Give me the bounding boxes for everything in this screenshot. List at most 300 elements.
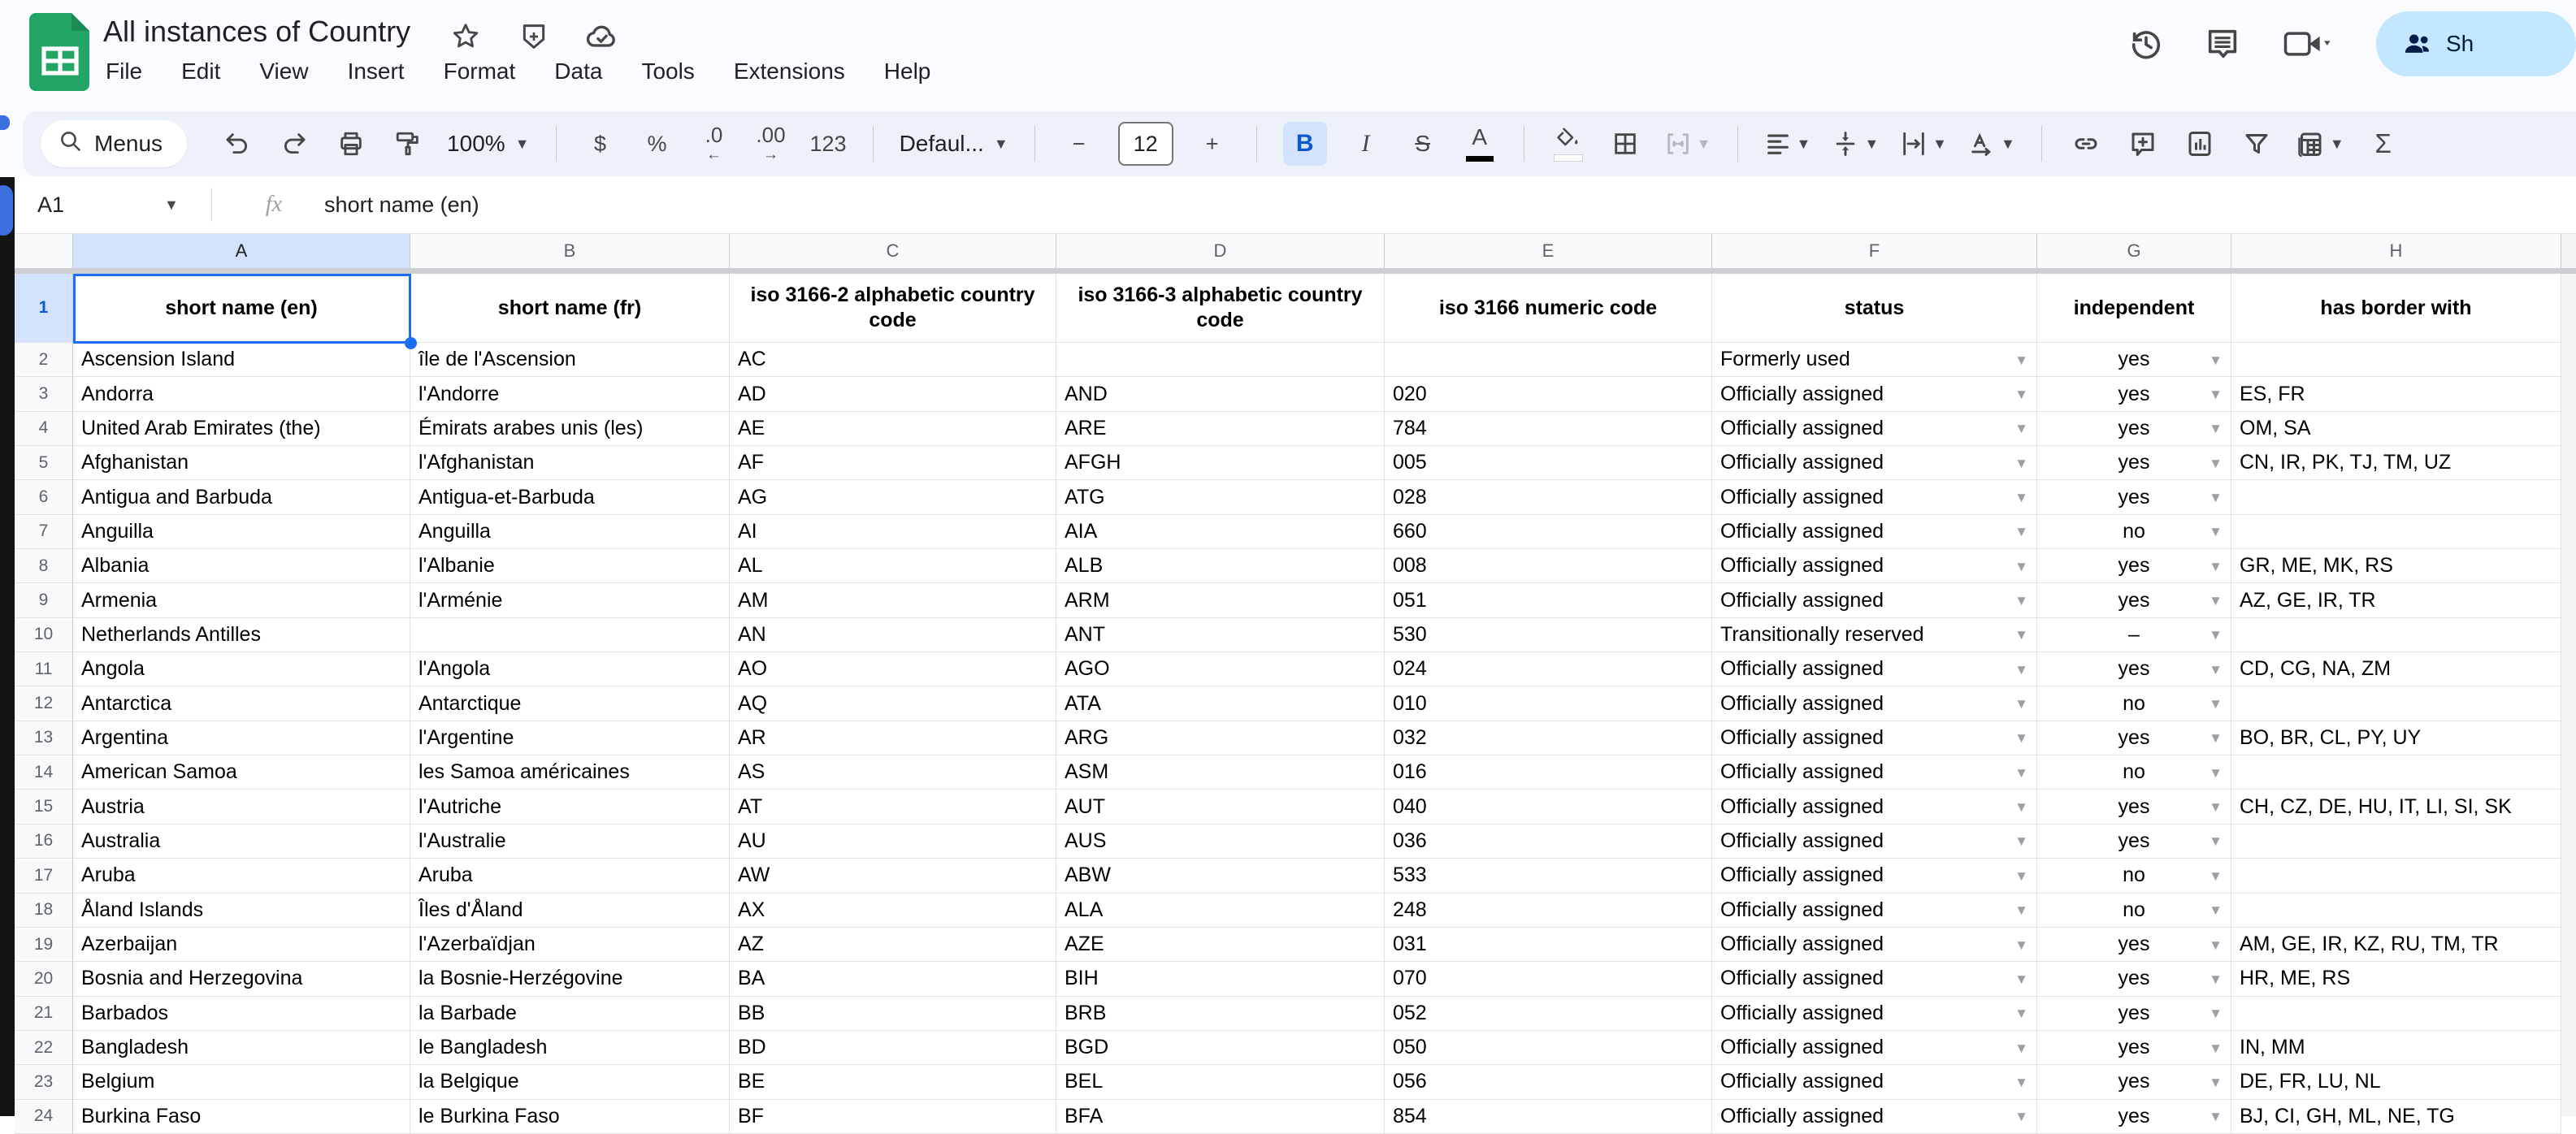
cell-F16[interactable]	[1712, 825, 2037, 859]
cell-G11[interactable]	[2037, 652, 2231, 686]
decrease-decimal-button[interactable]: .0 ←	[705, 122, 723, 164]
column-header-C[interactable]: C	[730, 234, 1056, 268]
dropdown-caret-icon[interactable]: ▼	[2014, 386, 2028, 402]
version-history-icon[interactable]	[2129, 27, 2163, 61]
cell-G6[interactable]	[2037, 480, 2231, 514]
dropdown-caret-icon[interactable]: ▼	[2209, 937, 2223, 953]
dropdown-caret-icon[interactable]: ▼	[2209, 971, 2223, 987]
zoom-select[interactable]: 100% ▼	[447, 131, 530, 156]
dropdown-caret-icon[interactable]: ▼	[2209, 799, 2223, 815]
row-header-22[interactable]: 22	[15, 1031, 73, 1065]
increase-decimal-button[interactable]: .00 →	[756, 122, 786, 164]
dropdown-caret-icon[interactable]: ▼	[2209, 695, 2223, 712]
cell-D7[interactable]	[1056, 515, 1385, 549]
cell-B1[interactable]	[410, 274, 730, 343]
cell-C18[interactable]	[730, 894, 1056, 928]
fill-color-button[interactable]	[1550, 121, 1586, 167]
cell-B13[interactable]	[410, 721, 730, 755]
cell-D1[interactable]	[1056, 274, 1385, 343]
star-icon[interactable]	[449, 19, 483, 54]
edge-panel-handle[interactable]	[0, 185, 13, 236]
cell-C16[interactable]	[730, 825, 1056, 859]
cell-B15[interactable]	[410, 790, 730, 824]
cell-D5[interactable]	[1056, 446, 1385, 480]
insert-comment-button[interactable]	[2125, 121, 2161, 167]
cell-F17[interactable]	[1712, 859, 2037, 893]
cell-G22[interactable]	[2037, 1031, 2231, 1065]
cell-G7[interactable]	[2037, 515, 2231, 549]
cell-B10[interactable]	[410, 618, 730, 652]
cell-A10[interactable]	[73, 618, 410, 652]
row-header-11[interactable]: 11	[15, 652, 73, 686]
menu-help[interactable]: Help	[883, 58, 931, 84]
dropdown-caret-icon[interactable]: ▼	[2014, 1006, 2028, 1022]
cell-B9[interactable]	[410, 583, 730, 617]
cell-H16[interactable]	[2231, 825, 2561, 859]
cell-H9[interactable]	[2231, 583, 2561, 617]
dropdown-caret-icon[interactable]: ▼	[2209, 868, 2223, 884]
cell-D14[interactable]	[1056, 755, 1385, 790]
cell-A5[interactable]	[73, 446, 410, 480]
cell-A24[interactable]	[73, 1100, 410, 1134]
name-box[interactable]: A1	[37, 192, 65, 217]
functions-button[interactable]: Σ	[2374, 128, 2392, 158]
cell-D20[interactable]	[1056, 962, 1385, 996]
fill-handle[interactable]	[405, 337, 417, 349]
cell-E1[interactable]	[1385, 274, 1712, 343]
cell-E21[interactable]	[1385, 997, 1712, 1031]
row-header-14[interactable]: 14	[15, 755, 73, 790]
cell-F12[interactable]	[1712, 686, 2037, 721]
cell-H1[interactable]	[2231, 274, 2561, 343]
cell-C10[interactable]	[730, 618, 1056, 652]
dropdown-caret-icon[interactable]: ▼	[2014, 902, 2028, 918]
cell-E22[interactable]	[1385, 1031, 1712, 1065]
cell-E13[interactable]	[1385, 721, 1712, 755]
cell-G1[interactable]	[2037, 274, 2231, 343]
menu-file[interactable]: File	[106, 58, 143, 84]
cell-C1[interactable]	[730, 274, 1056, 343]
cloud-status-icon[interactable]	[585, 19, 619, 54]
cell-F11[interactable]	[1712, 652, 2037, 686]
cell-C21[interactable]	[730, 997, 1056, 1031]
cell-A12[interactable]	[73, 686, 410, 721]
row-header-19[interactable]: 19	[15, 928, 73, 962]
cell-G12[interactable]	[2037, 686, 2231, 721]
cell-D3[interactable]	[1056, 377, 1385, 411]
cell-C15[interactable]	[730, 790, 1056, 824]
menu-format[interactable]: Format	[443, 58, 516, 84]
menu-insert[interactable]: Insert	[347, 58, 405, 84]
cell-F21[interactable]	[1712, 997, 2037, 1031]
row-header-10[interactable]: 10	[15, 618, 73, 652]
undo-button[interactable]	[219, 121, 255, 167]
cell-E15[interactable]	[1385, 790, 1712, 824]
cell-C4[interactable]	[730, 412, 1056, 446]
column-header-E[interactable]: E	[1385, 234, 1712, 268]
cell-F4[interactable]	[1712, 412, 2037, 446]
cell-H22[interactable]	[2231, 1031, 2561, 1065]
print-button[interactable]	[333, 121, 369, 167]
cell-F10[interactable]	[1712, 618, 2037, 652]
cell-H4[interactable]	[2231, 412, 2561, 446]
format-currency-button[interactable]: $	[593, 131, 607, 156]
menu-tools[interactable]: Tools	[641, 58, 695, 84]
dropdown-caret-icon[interactable]: ▼	[2209, 661, 2223, 677]
dropdown-caret-icon[interactable]: ▼	[2014, 868, 2028, 884]
row-header-16[interactable]: 16	[15, 825, 73, 859]
cell-D17[interactable]	[1056, 859, 1385, 893]
cell-B17[interactable]	[410, 859, 730, 893]
text-color-button[interactable]: A	[1462, 121, 1498, 167]
cell-D6[interactable]	[1056, 480, 1385, 514]
cell-B3[interactable]	[410, 377, 730, 411]
dropdown-caret-icon[interactable]: ▼	[2209, 386, 2223, 402]
cell-C17[interactable]	[730, 859, 1056, 893]
cell-H19[interactable]	[2231, 928, 2561, 962]
cell-B21[interactable]	[410, 997, 730, 1031]
comment-history-icon[interactable]	[2205, 27, 2240, 61]
cell-E11[interactable]	[1385, 652, 1712, 686]
cell-E14[interactable]	[1385, 755, 1712, 790]
cell-G10[interactable]	[2037, 618, 2231, 652]
borders-button[interactable]	[1607, 121, 1643, 167]
cell-B23[interactable]	[410, 1065, 730, 1099]
cell-A23[interactable]	[73, 1065, 410, 1099]
cell-D23[interactable]	[1056, 1065, 1385, 1099]
cell-B4[interactable]	[410, 412, 730, 446]
cell-E10[interactable]	[1385, 618, 1712, 652]
font-size-input[interactable]: 12	[1118, 122, 1173, 166]
cell-H12[interactable]	[2231, 686, 2561, 721]
cell-F7[interactable]	[1712, 515, 2037, 549]
cell-C6[interactable]	[730, 480, 1056, 514]
cell-G17[interactable]	[2037, 859, 2231, 893]
dropdown-caret-icon[interactable]: ▼	[2209, 1006, 2223, 1022]
cell-H21[interactable]	[2231, 997, 2561, 1031]
name-box-caret-icon[interactable]: ▼	[164, 197, 179, 213]
cell-D11[interactable]	[1056, 652, 1385, 686]
cell-D19[interactable]	[1056, 928, 1385, 962]
redo-button[interactable]	[276, 121, 312, 167]
cell-A8[interactable]	[73, 549, 410, 583]
cell-G20[interactable]	[2037, 962, 2231, 996]
row-header-1[interactable]: 1	[15, 274, 73, 343]
cell-B16[interactable]	[410, 825, 730, 859]
cell-F6[interactable]	[1712, 480, 2037, 514]
cell-H15[interactable]	[2231, 790, 2561, 824]
cell-C3[interactable]	[730, 377, 1056, 411]
cell-G8[interactable]	[2037, 549, 2231, 583]
document-title[interactable]: All instances of Country	[103, 15, 411, 48]
text-wrap-button[interactable]: ▼	[1900, 121, 1947, 167]
share-button[interactable]	[2376, 11, 2576, 76]
cell-C23[interactable]	[730, 1065, 1056, 1099]
cell-H13[interactable]	[2231, 721, 2561, 755]
cell-C22[interactable]	[730, 1031, 1056, 1065]
cell-E2[interactable]	[1385, 343, 1712, 377]
dropdown-caret-icon[interactable]: ▼	[2014, 455, 2028, 471]
cell-F1[interactable]	[1712, 274, 2037, 343]
cell-C2[interactable]	[730, 343, 1056, 377]
cell-E16[interactable]	[1385, 825, 1712, 859]
cell-D10[interactable]	[1056, 618, 1385, 652]
frozen-row-divider[interactable]	[15, 268, 2576, 274]
row-header-4[interactable]: 4	[15, 412, 73, 446]
cell-H20[interactable]	[2231, 962, 2561, 996]
cell-A14[interactable]	[73, 755, 410, 790]
column-header-H[interactable]: H	[2231, 234, 2561, 268]
cell-F9[interactable]	[1712, 583, 2037, 617]
cell-B18[interactable]	[410, 894, 730, 928]
cell-H11[interactable]	[2231, 652, 2561, 686]
cell-F3[interactable]	[1712, 377, 2037, 411]
row-header-23[interactable]: 23	[15, 1065, 73, 1099]
dropdown-caret-icon[interactable]: ▼	[2209, 627, 2223, 643]
cell-F19[interactable]	[1712, 928, 2037, 962]
row-header-3[interactable]: 3	[15, 377, 73, 411]
cell-H6[interactable]	[2231, 480, 2561, 514]
column-header-B[interactable]: B	[410, 234, 730, 268]
column-header-F[interactable]: F	[1712, 234, 2037, 268]
dropdown-caret-icon[interactable]: ▼	[2014, 971, 2028, 987]
cell-H8[interactable]	[2231, 549, 2561, 583]
dropdown-caret-icon[interactable]: ▼	[2014, 764, 2028, 781]
dropdown-caret-icon[interactable]: ▼	[2209, 764, 2223, 781]
cell-H17[interactable]	[2231, 859, 2561, 893]
menu-edit[interactable]: Edit	[181, 58, 221, 84]
cell-E23[interactable]	[1385, 1065, 1712, 1099]
cell-B20[interactable]	[410, 962, 730, 996]
vertical-align-button[interactable]: ▼	[1832, 121, 1879, 167]
dropdown-caret-icon[interactable]: ▼	[2209, 1109, 2223, 1125]
cell-H24[interactable]	[2231, 1100, 2561, 1134]
cell-A18[interactable]	[73, 894, 410, 928]
cell-G19[interactable]	[2037, 928, 2231, 962]
cell-C24[interactable]	[730, 1100, 1056, 1134]
cell-B19[interactable]	[410, 928, 730, 962]
cell-C12[interactable]	[730, 686, 1056, 721]
format-percent-button[interactable]: %	[647, 131, 667, 156]
cell-A3[interactable]	[73, 377, 410, 411]
cell-H18[interactable]	[2231, 894, 2561, 928]
cell-H23[interactable]	[2231, 1065, 2561, 1099]
cell-G15[interactable]	[2037, 790, 2231, 824]
dropdown-caret-icon[interactable]: ▼	[2209, 1040, 2223, 1056]
column-header-D[interactable]: D	[1056, 234, 1385, 268]
cell-A11[interactable]	[73, 652, 410, 686]
dropdown-caret-icon[interactable]: ▼	[2014, 937, 2028, 953]
cell-E5[interactable]	[1385, 446, 1712, 480]
cell-A21[interactable]	[73, 997, 410, 1031]
paint-format-button[interactable]	[390, 121, 426, 167]
cell-A19[interactable]	[73, 928, 410, 962]
cell-G23[interactable]	[2037, 1065, 2231, 1099]
cell-G2[interactable]	[2037, 343, 2231, 377]
row-header-12[interactable]: 12	[15, 686, 73, 721]
create-filter-button[interactable]	[2239, 121, 2275, 167]
dropdown-caret-icon[interactable]: ▼	[2209, 558, 2223, 574]
dropdown-caret-icon[interactable]: ▼	[2014, 489, 2028, 505]
cell-A4[interactable]	[73, 412, 410, 446]
dropdown-caret-icon[interactable]: ▼	[2014, 799, 2028, 815]
dropdown-caret-icon[interactable]: ▼	[2014, 1074, 2028, 1090]
cell-H3[interactable]	[2231, 377, 2561, 411]
cell-F2[interactable]	[1712, 343, 2037, 377]
cell-B7[interactable]	[410, 515, 730, 549]
cell-H7[interactable]	[2231, 515, 2561, 549]
cell-G9[interactable]	[2037, 583, 2231, 617]
cell-H14[interactable]	[2231, 755, 2561, 790]
row-header-7[interactable]: 7	[15, 515, 73, 549]
cell-A16[interactable]	[73, 825, 410, 859]
row-header-20[interactable]: 20	[15, 962, 73, 996]
cell-E24[interactable]	[1385, 1100, 1712, 1134]
cell-D24[interactable]	[1056, 1100, 1385, 1134]
row-header-13[interactable]: 13	[15, 721, 73, 755]
cell-E3[interactable]	[1385, 377, 1712, 411]
increase-font-size-button[interactable]: +	[1205, 131, 1219, 156]
cell-A2[interactable]	[73, 343, 410, 377]
cell-G13[interactable]	[2037, 721, 2231, 755]
cell-C14[interactable]	[730, 755, 1056, 790]
cell-D4[interactable]	[1056, 412, 1385, 446]
dropdown-caret-icon[interactable]: ▼	[2014, 1109, 2028, 1125]
cell-B2[interactable]	[410, 343, 730, 377]
row-header-24[interactable]: 24	[15, 1100, 73, 1134]
row-header-15[interactable]: 15	[15, 790, 73, 824]
dropdown-caret-icon[interactable]: ▼	[2014, 833, 2028, 850]
cell-E19[interactable]	[1385, 928, 1712, 962]
strikethrough-button[interactable]: S	[1415, 131, 1431, 156]
cell-G14[interactable]	[2037, 755, 2231, 790]
row-header-6[interactable]: 6	[15, 480, 73, 514]
cell-B12[interactable]	[410, 686, 730, 721]
cell-A20[interactable]	[73, 962, 410, 996]
meet-video-icon[interactable]	[2282, 27, 2334, 61]
cell-E17[interactable]	[1385, 859, 1712, 893]
cell-A13[interactable]	[73, 721, 410, 755]
cell-B24[interactable]	[410, 1100, 730, 1134]
cell-G3[interactable]	[2037, 377, 2231, 411]
cell-B14[interactable]	[410, 755, 730, 790]
cell-C11[interactable]	[730, 652, 1056, 686]
dropdown-caret-icon[interactable]: ▼	[2014, 1040, 2028, 1056]
cell-C19[interactable]	[730, 928, 1056, 962]
cell-F14[interactable]	[1712, 755, 2037, 790]
sheets-logo-icon[interactable]	[31, 13, 89, 91]
row-header-8[interactable]: 8	[15, 549, 73, 583]
dropdown-caret-icon[interactable]: ▼	[2209, 421, 2223, 437]
cell-B6[interactable]	[410, 480, 730, 514]
dropdown-caret-icon[interactable]: ▼	[2209, 833, 2223, 850]
font-family-select[interactable]: Defaul... ▼	[899, 131, 1008, 156]
cell-F22[interactable]	[1712, 1031, 2037, 1065]
cell-E18[interactable]	[1385, 894, 1712, 928]
cell-D22[interactable]	[1056, 1031, 1385, 1065]
cell-A15[interactable]	[73, 790, 410, 824]
cell-F15[interactable]	[1712, 790, 2037, 824]
cell-G18[interactable]	[2037, 894, 2231, 928]
dropdown-caret-icon[interactable]: ▼	[2014, 524, 2028, 540]
dropdown-caret-icon[interactable]: ▼	[2209, 592, 2223, 608]
cell-F23[interactable]	[1712, 1065, 2037, 1099]
cell-F24[interactable]	[1712, 1100, 2037, 1134]
dropdown-caret-icon[interactable]: ▼	[2209, 524, 2223, 540]
dropdown-caret-icon[interactable]: ▼	[2209, 489, 2223, 505]
menu-extensions[interactable]: Extensions	[733, 58, 845, 84]
cell-E9[interactable]	[1385, 583, 1712, 617]
column-header-A[interactable]: A	[73, 234, 410, 268]
table-tools-button[interactable]: ▼	[2296, 121, 2344, 167]
dropdown-caret-icon[interactable]: ▼	[2014, 627, 2028, 643]
dropdown-caret-icon[interactable]: ▼	[2014, 592, 2028, 608]
dropdown-caret-icon[interactable]: ▼	[2209, 1074, 2223, 1090]
cell-D9[interactable]	[1056, 583, 1385, 617]
dropdown-caret-icon[interactable]: ▼	[2014, 421, 2028, 437]
cell-D13[interactable]	[1056, 721, 1385, 755]
cell-F18[interactable]	[1712, 894, 2037, 928]
cell-F20[interactable]	[1712, 962, 2037, 996]
cell-E12[interactable]	[1385, 686, 1712, 721]
menu-view[interactable]: View	[259, 58, 309, 84]
cell-B8[interactable]	[410, 549, 730, 583]
cell-B11[interactable]	[410, 652, 730, 686]
menu-data[interactable]: Data	[554, 58, 603, 84]
italic-button[interactable]: I	[1361, 130, 1370, 157]
row-header-18[interactable]: 18	[15, 894, 73, 928]
cell-E20[interactable]	[1385, 962, 1712, 996]
insert-chart-button[interactable]	[2182, 121, 2218, 167]
row-header-17[interactable]: 17	[15, 859, 73, 893]
cell-C13[interactable]	[730, 721, 1056, 755]
dropdown-caret-icon[interactable]: ▼	[2209, 455, 2223, 471]
cell-C9[interactable]	[730, 583, 1056, 617]
cell-G16[interactable]	[2037, 825, 2231, 859]
number-format-button[interactable]: 123	[809, 131, 847, 156]
cell-C8[interactable]	[730, 549, 1056, 583]
cell-D8[interactable]	[1056, 549, 1385, 583]
cell-E6[interactable]	[1385, 480, 1712, 514]
dropdown-caret-icon[interactable]: ▼	[2014, 661, 2028, 677]
insert-link-button[interactable]	[2068, 121, 2104, 167]
cell-F13[interactable]	[1712, 721, 2037, 755]
cell-G4[interactable]	[2037, 412, 2231, 446]
dropdown-caret-icon[interactable]: ▼	[2209, 352, 2223, 368]
cell-D18[interactable]	[1056, 894, 1385, 928]
horizontal-align-button[interactable]: ▼	[1796, 136, 1811, 152]
search-menus-button[interactable]	[41, 120, 187, 167]
row-header-2[interactable]: 2	[15, 343, 73, 377]
cell-G21[interactable]	[2037, 997, 2231, 1031]
cell-F5[interactable]	[1712, 446, 2037, 480]
cell-C20[interactable]	[730, 962, 1056, 996]
dropdown-caret-icon[interactable]: ▼	[2014, 558, 2028, 574]
row-header-21[interactable]: 21	[15, 997, 73, 1031]
cell-F8[interactable]	[1712, 549, 2037, 583]
cell-A7[interactable]	[73, 515, 410, 549]
formula-input[interactable]: short name (en)	[324, 192, 479, 217]
dropdown-caret-icon[interactable]: ▼	[2014, 730, 2028, 747]
dropdown-caret-icon[interactable]: ▼	[2014, 352, 2028, 368]
cell-H10[interactable]	[2231, 618, 2561, 652]
cell-D15[interactable]	[1056, 790, 1385, 824]
cell-C5[interactable]	[730, 446, 1056, 480]
dropdown-caret-icon[interactable]: ▼	[2209, 902, 2223, 918]
cell-E4[interactable]	[1385, 412, 1712, 446]
cell-G24[interactable]	[2037, 1100, 2231, 1134]
cell-H5[interactable]	[2231, 446, 2561, 480]
